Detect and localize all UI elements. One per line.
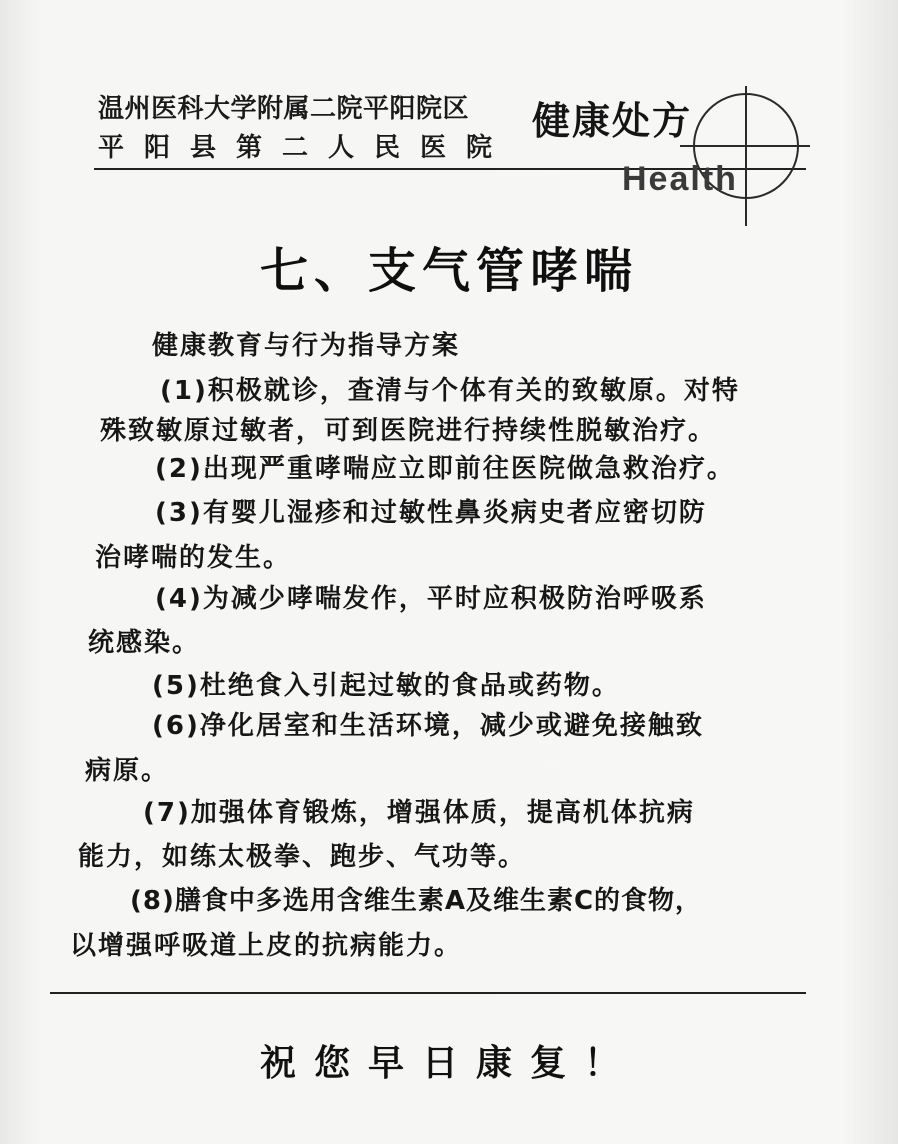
footer-divider	[50, 992, 806, 994]
item-4-line-2: 统感染。	[88, 628, 201, 658]
item-8-line-2: 以增强呼吸道上皮的抗病能力。	[70, 931, 463, 961]
item-1-line-1: (1)积极就诊，查清与个体有关的致敏原。对特	[160, 376, 740, 406]
item-1-line-2: 殊致敏原过敏者，可到医院进行持续性脱敏治疗。	[100, 416, 717, 446]
closing-message: 祝您早日康复！	[259, 1042, 638, 1084]
item-2-line-1: (2)出现严重哮喘应立即前往医院做急救治疗。	[155, 454, 735, 484]
page-title: 七、支气管哮喘	[259, 243, 638, 299]
section-heading: 健康教育与行为指导方案	[152, 331, 461, 361]
logo-english-text: Health	[622, 160, 738, 198]
health-prescription-logo	[530, 86, 810, 226]
item-7-line-1: (7)加强体育锻炼，增强体质，提高机体抗病	[143, 798, 695, 828]
item-4-line-1: (4)为减少哮喘发作，平时应积极防治呼吸系	[155, 584, 707, 614]
item-6-line-2: 病原。	[85, 756, 170, 786]
item-7-line-2: 能力，如练太极拳、跑步、气功等。	[78, 842, 527, 872]
item-3-line-1: (3)有婴儿湿疹和过敏性鼻炎病史者应密切防	[155, 498, 707, 528]
hospital-name-secondary: 平阳县第二人民医院	[98, 133, 513, 163]
item-5-line-1: (5)杜绝食入引起过敏的食品或药物。	[152, 671, 620, 701]
item-3-line-2: 治哮喘的发生。	[95, 543, 292, 573]
item-8-line-1: (8)膳食中多选用含维生素A及维生素C的食物，	[130, 886, 703, 916]
item-6-line-1: (6)净化居室和生活环境，减少或避免接触致	[152, 711, 704, 741]
logo-chinese-text: 健康处方	[532, 98, 693, 143]
hospital-name: 温州医科大学附属二院平阳院区	[98, 94, 470, 124]
